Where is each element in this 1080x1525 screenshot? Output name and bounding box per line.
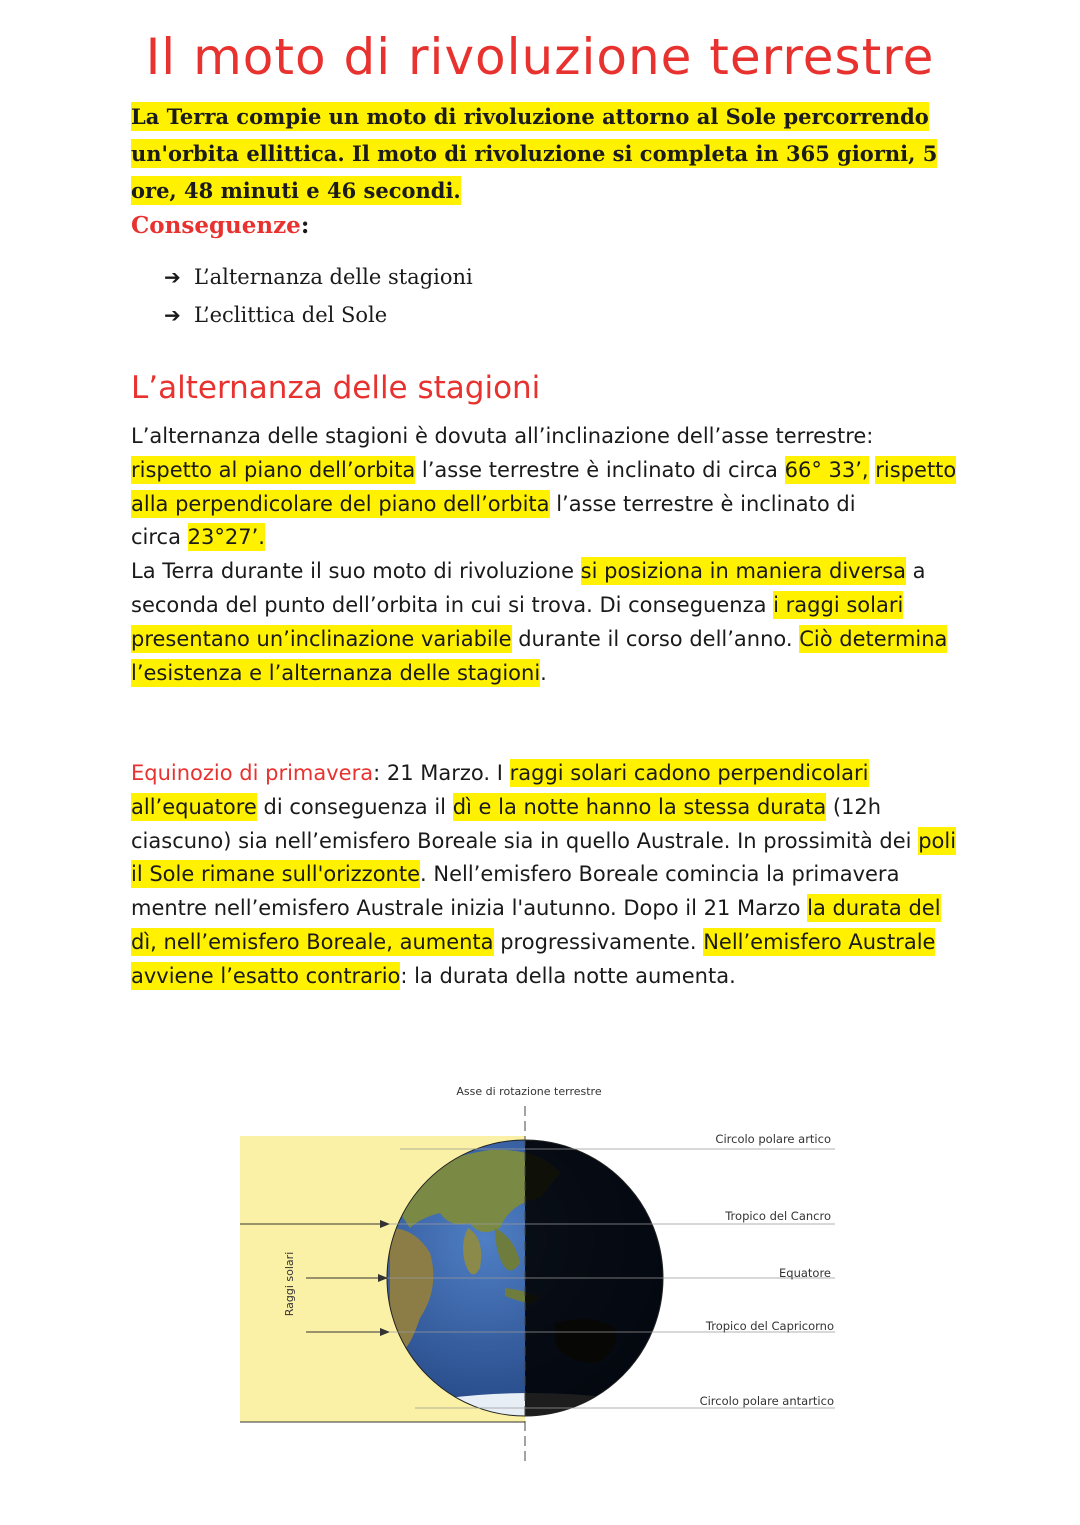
text: progressivamente. — [493, 929, 704, 954]
text: : la durata della notte aumenta. — [400, 963, 736, 988]
text: circa — [131, 525, 188, 550]
text: di conseguenza il — [256, 794, 453, 819]
text: l’asse terrestre è inclinato di — [549, 491, 856, 516]
arrow-right-icon: ➔ — [164, 303, 181, 327]
highlight: 66° 33’, — [784, 457, 869, 482]
intro-highlight: La Terra compie un moto di rivoluzione attorno al Sole percorrendo un'orbita ellittica. Il moto di rivoluzione si completa in 365 giorni, 5 ore, 48 minuti e 46 secondi. — [131, 104, 938, 203]
text: L’alternanza delle stagioni è dovuta all’inclinazione dell’asse terrestre: — [131, 424, 874, 448]
earth-diagram — [240, 1078, 860, 1463]
equinox-label: Equinozio di primavera — [131, 761, 374, 785]
night-side — [525, 1133, 685, 1433]
paragraph-equinox — [131, 757, 961, 994]
text: (12h ciascuno) sia nell’emisfero Boreale sia in quello Australe. In prossimità dei — [131, 794, 919, 853]
highlight: i raggi solari presentano un’inclinazione variabile — [131, 592, 904, 651]
label-arctic-circle: Circolo polare artico — [715, 1132, 831, 1146]
highlight: rispetto alla perpendicolare del piano dell’orbita — [131, 457, 957, 516]
list-item — [164, 258, 473, 296]
text: l’asse terrestre è inclinato di circa — [415, 457, 785, 482]
highlight: 23°27’. — [187, 525, 265, 550]
text: . Nell’emisfero Boreale comincia la primavera mentre nell’emisfero Australe inizia l'autunno. Dopo il 21 Marzo — [131, 862, 900, 921]
text: a seconda del punto dell’orbita in cui si trova. Di conseguenza — [131, 559, 926, 617]
earth-diagram-svg — [240, 1078, 860, 1463]
text: La Terra durante il suo moto di rivoluzione — [131, 559, 581, 584]
text: durante il corso dell’anno. — [511, 626, 800, 651]
label-tropic-cancer: Tropico del Cancro — [725, 1209, 831, 1223]
list-item — [164, 296, 473, 334]
highlight: Nell’emisfero Australe avviene l’esatto contrario — [131, 929, 936, 988]
consequences-colon: : — [300, 212, 310, 239]
text: . — [540, 660, 547, 685]
rays-label: Raggi solari — [283, 1251, 296, 1317]
section-heading: L’alternanza delle stagioni — [131, 370, 541, 406]
arrow-right-icon: ➔ — [164, 265, 181, 289]
consequences-list — [164, 258, 473, 334]
consequences-label — [131, 212, 961, 239]
highlight: Ciò determina l’esistenza e l’alternanza delle stagioni — [131, 626, 948, 685]
axis-label: Asse di rotazione terrestre — [456, 1085, 602, 1098]
label-equator: Equatore — [779, 1266, 831, 1280]
consequences-word: Conseguenze — [131, 212, 301, 239]
intro-paragraph — [131, 98, 961, 209]
label-antarctic-circle: Circolo polare antartico — [699, 1394, 834, 1408]
page-title: Il moto di rivoluzione terrestre — [145, 28, 935, 86]
highlight: la durata del dì, nell’emisfero Boreale, aumenta — [131, 896, 941, 954]
highlight: rispetto al piano dell’orbita — [131, 457, 416, 482]
text: : 21 Marzo. I — [373, 761, 510, 785]
list-item-text: L’eclittica del Sole — [194, 303, 388, 327]
list-item-text: L’alternanza delle stagioni — [194, 265, 473, 289]
highlight: raggi solari cadono perpendicolari all’equatore — [131, 761, 869, 819]
highlight: si posiziona in maniera diversa — [580, 559, 906, 584]
highlight: dì e la notte hanno la stessa durata — [452, 794, 827, 819]
label-tropic-capricorn: Tropico del Capricorno — [705, 1319, 834, 1333]
highlight: poli il Sole rimane sull'orizzonte — [131, 828, 957, 887]
paragraph-inclination — [131, 420, 961, 690]
